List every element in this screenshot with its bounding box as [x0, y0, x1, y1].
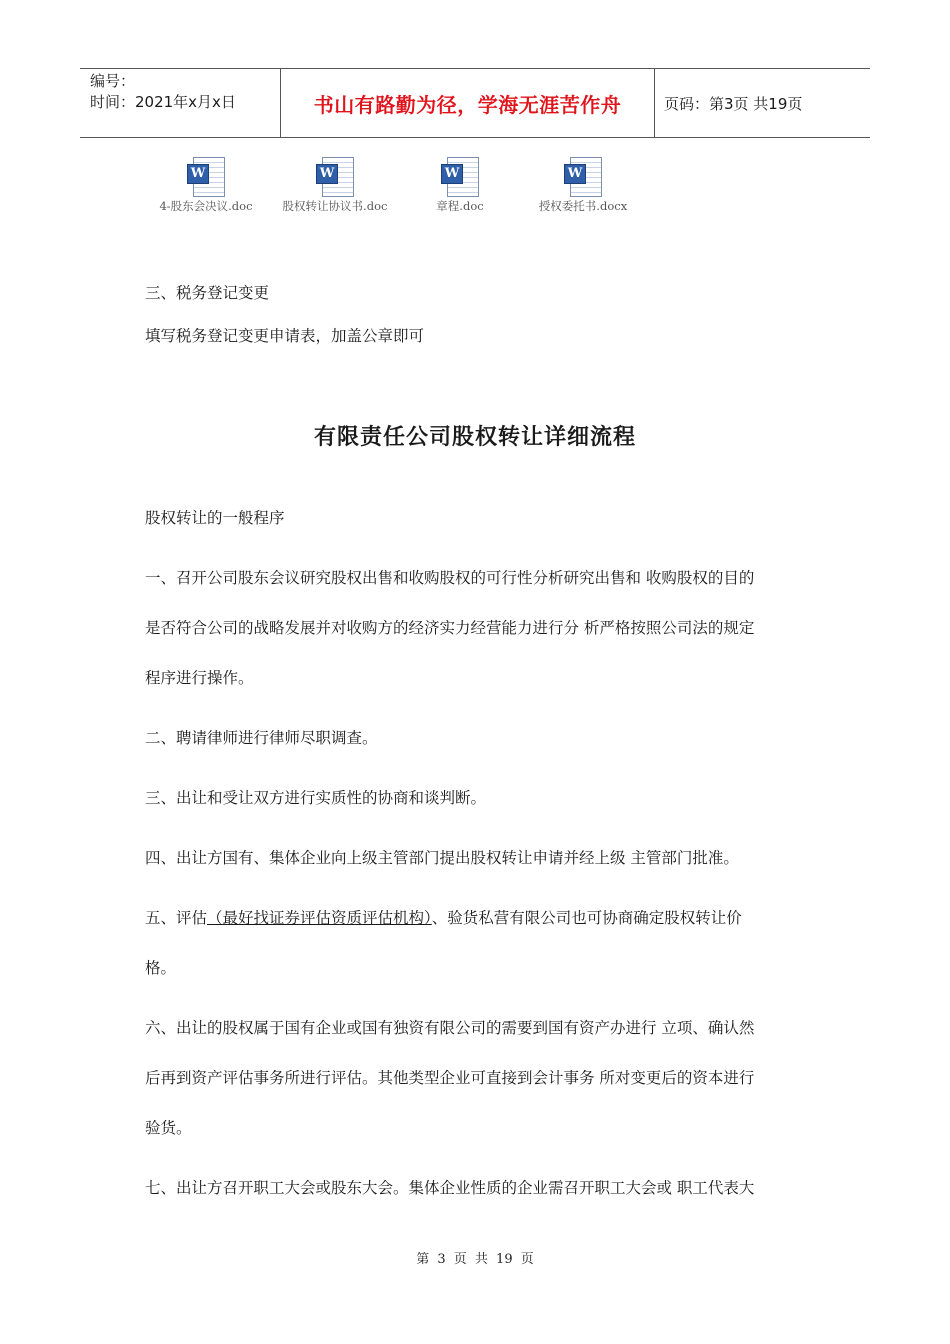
paragraph-line: 七、出让方召开职工大会或股东大会。集体企业性质的企业需召开职工大会或 职工代表大 — [145, 1179, 755, 1197]
item5-line — [145, 906, 742, 928]
section3-heading: 三、税务登记变更 — [145, 284, 270, 302]
paragraph-line: 三、出让和受让双方进行实质性的协商和谈判断。 — [145, 789, 487, 807]
attachment-resolution[interactable] — [142, 157, 270, 214]
page-footer: 第 3 页 共 19 页 — [416, 1252, 534, 1267]
word-document-icon: W — [564, 157, 602, 197]
word-document-icon: W — [187, 157, 225, 197]
paragraph-line: 六、出让的股权属于国有企业或国有独资有限公司的需要到国有资产办进行 立项、确认然 — [145, 1019, 755, 1037]
attachment-filename: 4-股东会决议.doc — [159, 199, 253, 213]
page-info-cell — [655, 69, 870, 137]
attachment-power-of-attorney[interactable] — [519, 157, 647, 214]
page-info-text: 页码：第3页 共19页 — [664, 94, 803, 113]
document-title: 有限责任公司股权转让详细流程 — [313, 425, 636, 450]
item5-prefix: 五、评估 — [145, 909, 208, 927]
paragraph-line: 格。 — [145, 959, 177, 977]
attachment-filename: 授权委托书.docx — [538, 199, 628, 213]
attachment-filename: 章程.doc — [436, 199, 484, 213]
paragraph-line: 程序进行操作。 — [145, 669, 254, 687]
header-meta-cell — [80, 69, 281, 137]
item5-underlined: （最好找证券评估资质评估机构） — [207, 909, 432, 927]
item5-suffix: 、验货私营有限公司也可协商确定股权转让价 — [431, 909, 742, 927]
attachment-articles[interactable] — [396, 157, 524, 214]
number-label: 编号： — [90, 72, 136, 90]
paragraph-line: 后再到资产评估事务所进行评估。其他类型企业可直接到会计事务 所对变更后的资本进行 — [145, 1069, 755, 1087]
paragraph-line: 验货。 — [145, 1119, 192, 1137]
attachment-filename: 股权转让协议书.doc — [282, 199, 388, 213]
header-table — [80, 68, 870, 138]
paragraph-line: 四、出让方国有、集体企业向上级主管部门提出股权转让申请并经上级 主管部门批准。 — [145, 849, 739, 867]
attachment-transfer-agreement[interactable] — [271, 157, 399, 214]
motto-cell — [281, 69, 655, 137]
paragraph-line: 是否符合公司的战略发展并对收购方的经济实力经营能力进行分 析严格按照公司法的规定 — [145, 619, 755, 637]
time-label: 时间：2021年x月x日 — [90, 93, 236, 111]
motto-text: 书山有路勤为径，学海无涯苦作舟 — [313, 92, 622, 117]
paragraph-line: 一、召开公司股东会议研究股权出售和收购股权的可行性分析研究出售和 收购股权的目的 — [145, 569, 755, 587]
word-document-icon: W — [316, 157, 354, 197]
intro-text: 股权转让的一般程序 — [145, 509, 285, 527]
paragraph-line: 二、聘请律师进行律师尽职调查。 — [145, 729, 378, 747]
section3-text: 填写税务登记变更申请表，加盖公章即可 — [145, 327, 425, 345]
word-document-icon: W — [441, 157, 479, 197]
